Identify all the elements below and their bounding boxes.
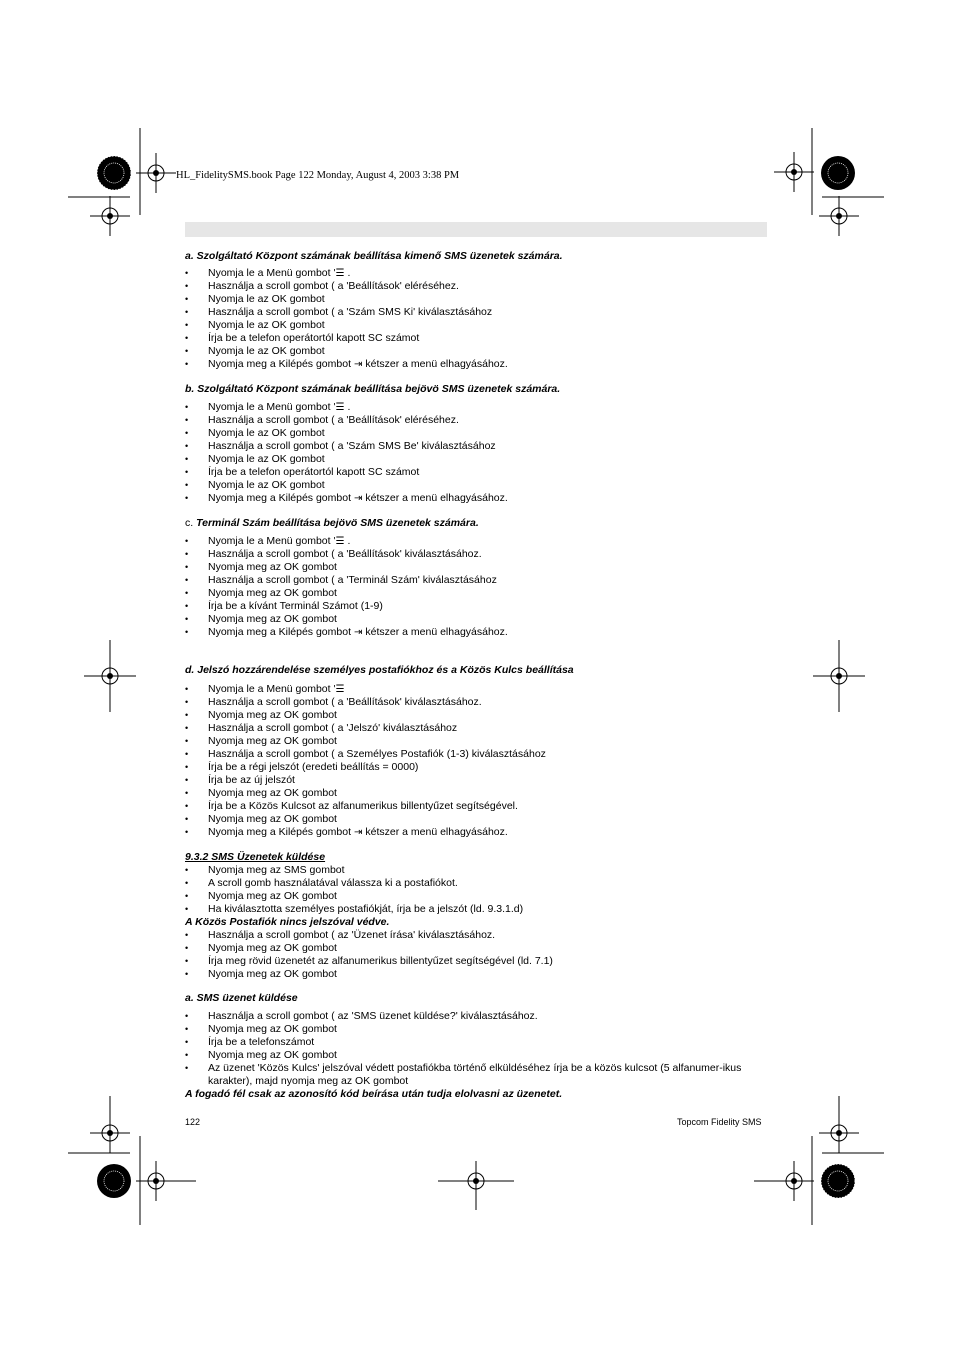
list-item: • Nyomja le az OK gombot [185, 427, 767, 440]
section-932-note: A Közös Postafiók nincs jelszóval védve. [185, 916, 390, 928]
list-item: • Nyomja meg az OK gombot [185, 1023, 767, 1036]
scroll-icon: ( [331, 723, 335, 734]
list-item: • Írja meg rövid üzenetét az alfanumerikus billentyűzet segítségével (ld. 7.1) [185, 955, 767, 968]
section-a-title: a. Szolgáltató Központ számának beállítása kimenő SMS üzenetek számára. [185, 250, 563, 262]
list-item: • Nyomja meg az OK gombot [185, 587, 767, 600]
page-content [185, 250, 767, 1101]
list-item: • Használja a scroll gombot ( a 'Beállítások' kiválasztásához. [185, 696, 767, 709]
list-item: • Használja a scroll gombot ( a 'Terminál Szám' kiválasztásához [185, 574, 767, 587]
list-item: • Nyomja meg a Kilépés gombot ⇥ kétszer a menü elhagyásához. [185, 826, 767, 839]
sms-send-title: a. SMS üzenet küldése [185, 992, 298, 1004]
list-item: • Írja be a telefon operátortól kapott SC számot [185, 466, 767, 479]
list-item: • Nyomja meg az OK gombot [185, 787, 767, 800]
exit-icon: ⇥ [354, 359, 363, 370]
menu-icon: '☰ [333, 402, 345, 413]
list-item: • Nyomja meg az OK gombot [185, 890, 767, 903]
section-d-title: d. Jelszó hozzárendelése személyes postafiókhoz és a Közös Kulcs beállítása [185, 664, 574, 676]
list-item: • Nyomja meg az OK gombot [185, 1049, 767, 1062]
menu-icon: '☰ [333, 268, 345, 279]
list-item: • Használja a scroll gombot ( a 'Beállítások' eléréséhez. [185, 414, 767, 427]
list-item: • Nyomja le a Menü gombot '☰ . [185, 401, 767, 414]
list-item: • Írja be a telefonszámot [185, 1036, 767, 1049]
list-item: • Nyomja le az OK gombot [185, 293, 767, 306]
exit-icon: ⇥ [354, 493, 363, 504]
list-item: • Írja be az új jelszót [185, 774, 767, 787]
scroll-icon: ( [331, 549, 335, 560]
section-932-list-2 [185, 929, 767, 981]
list-item: • Nyomja le az OK gombot [185, 345, 767, 358]
menu-icon: '☰ [333, 536, 345, 547]
list-item: • Az üzenet 'Közös Kulcs' jelszóval védett postafiókba történő elküldéséhez írja be a közös kulcsot (5 alfanumer-ikus karakter), majd nyomja meg az OK gombot [185, 1062, 767, 1088]
list-item: • Használja a scroll gombot ( a 'Szám SMS Ki' kiválasztásához [185, 306, 767, 319]
scroll-icon: ( [331, 1011, 335, 1022]
scroll-icon: ( [331, 307, 335, 318]
menu-icon: '☰ [333, 684, 345, 695]
list-item: • Használja a scroll gombot ( a Személyes Postafiók (1-3) kiválasztásához [185, 748, 767, 761]
scroll-icon: ( [331, 281, 335, 292]
section-a-list [185, 267, 767, 371]
list-item: • Írja be a telefon operátortól kapott SC számot [185, 332, 767, 345]
list-item: • Nyomja meg az OK gombot [185, 813, 767, 826]
page-number: 122 [185, 1117, 201, 1127]
list-item: • Nyomja le a Menü gombot '☰ . [185, 267, 767, 280]
section-b-title: b. Szolgáltató Központ számának beállítása bejövö SMS üzenetek számára. [185, 383, 561, 395]
list-item: • Ha kiválasztotta személyes postafiókját, írja be a jelszót (ld. 9.3.1.d) [185, 903, 767, 916]
section-c-title: c. Terminál Szám beállítása bejövö SMS üzenetek számára. [185, 517, 479, 529]
list-item: • Nyomja meg az OK gombot [185, 968, 767, 981]
list-item: • Nyomja meg a Kilépés gombot ⇥ kétszer a menü elhagyásához. [185, 358, 767, 371]
list-item: • Nyomja meg az SMS gombot [185, 864, 767, 877]
list-item: • Nyomja meg az OK gombot [185, 942, 767, 955]
scroll-icon: ( [331, 575, 335, 586]
list-item: • Nyomja meg a Kilépés gombot ⇥ kétszer a menü elhagyásához. [185, 626, 767, 639]
list-item: • A scroll gomb használatával válassza ki a postafiókot. [185, 877, 767, 890]
sms-send-list [185, 1010, 767, 1088]
scroll-icon: ( [331, 749, 335, 760]
list-item: • Nyomja meg az OK gombot [185, 735, 767, 748]
exit-icon: ⇥ [354, 627, 363, 638]
list-item: • Nyomja le a Menü gombot '☰ . [185, 535, 767, 548]
scroll-icon: ( [331, 697, 335, 708]
list-item: • Nyomja meg az OK gombot [185, 561, 767, 574]
list-item: • Írja be a régi jelszót (eredeti beállítás = 0000) [185, 761, 767, 774]
list-item: • Írja be a kívánt Terminál Számot (1-9) [185, 600, 767, 613]
footer-brand: Topcom Fidelity SMS [677, 1117, 762, 1127]
list-item: • Nyomja le a Menü gombot '☰ [185, 683, 767, 696]
list-item: • Nyomja le az OK gombot [185, 319, 767, 332]
list-item: • Írja be a Közös Kulcsot az alfanumerikus billentyűzet segítségével. [185, 800, 767, 813]
list-item: • Használja a scroll gombot ( a 'Beállítások' eléréséhez. [185, 280, 767, 293]
list-item: • Használja a scroll gombot ( a 'Szám SMS Be' kiválasztásához [185, 440, 767, 453]
section-932-title: 9.3.2 SMS Üzenetek küldése [185, 851, 326, 863]
scroll-icon: ( [331, 930, 335, 941]
list-item: • Nyomja meg a Kilépés gombot ⇥ kétszer a menü elhagyásához. [185, 492, 767, 505]
list-item: • Használja a scroll gombot ( az 'Üzenet írása' kiválasztásához. [185, 929, 767, 942]
scroll-icon: ( [331, 415, 335, 426]
scroll-icon: ( [331, 441, 335, 452]
header-bar [185, 222, 767, 237]
section-d-list [185, 683, 767, 839]
list-item: • Használja a scroll gombot ( az 'SMS üzenet küldése?' kiválasztásához. [185, 1010, 767, 1023]
list-item: • Nyomja meg az OK gombot [185, 613, 767, 626]
list-item: • Nyomja le az OK gombot [185, 453, 767, 466]
section-932-list [185, 864, 767, 916]
exit-icon: ⇥ [354, 827, 363, 838]
list-item: • Nyomja meg az OK gombot [185, 709, 767, 722]
list-item: • Nyomja le az OK gombot [185, 479, 767, 492]
list-item: • Használja a scroll gombot ( a 'Beállítások' kiválasztásához. [185, 548, 767, 561]
print-header: HL_FidelitySMS.book Page 122 Monday, August 4, 2003 3:38 PM [176, 170, 460, 181]
list-item: • Használja a scroll gombot ( a 'Jelszó' kiválasztásához [185, 722, 767, 735]
section-c-list [185, 535, 767, 639]
sms-send-note: A fogadó fél csak az azonosító kód beírása után tudja elolvasni az üzenetet. [185, 1088, 563, 1100]
section-b-list [185, 401, 767, 505]
